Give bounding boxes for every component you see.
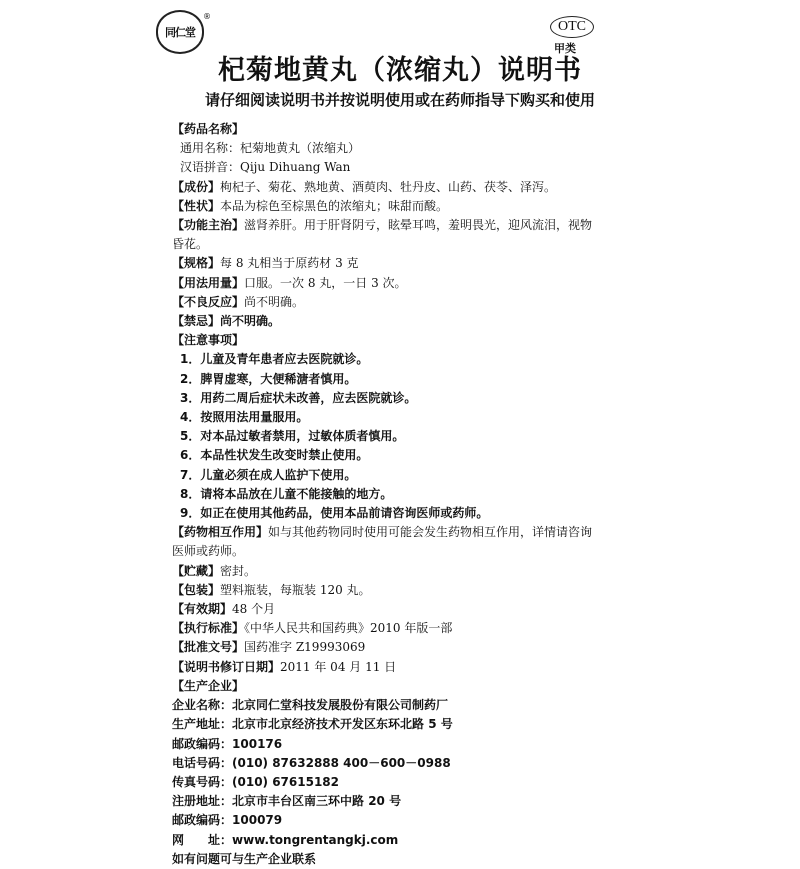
precaution-item: 6．本品性状发生改变时禁止使用。 [180, 448, 369, 463]
company-value: 北京同仁堂科技发展股份有限公司制药厂 [232, 698, 449, 713]
precaution-item: 9．如正在使用其他药品，使用本品前请咨询医师或药师。 [180, 506, 489, 521]
contra-value: 尚不明确。 [220, 314, 281, 329]
precaution-item: 4．按照用法用量服用。 [180, 410, 309, 425]
indication-value-line1: 滋肾养肝。用于肝肾阴亏，眩晕耳鸣，羞明畏光，迎风流泪，视物 [244, 218, 593, 233]
property-value: 本品为棕色至棕黑色的浓缩丸；味甜而酸。 [220, 198, 449, 213]
package-label: 【包装】 [172, 582, 221, 597]
spec-label: 【规格】 [172, 256, 221, 271]
interaction-row [172, 523, 622, 542]
validity-label: 【有效期】 [172, 602, 233, 617]
company-label: 企业名称： [172, 698, 233, 713]
approval-label: 【批准文号】 [172, 640, 245, 655]
adverse-label: 【不良反应】 [172, 294, 245, 309]
indication-row [172, 216, 622, 235]
approval-value: 国药准字 Z19993069 [244, 640, 366, 655]
precaution-item: 3．用药二周后症状未改善，应去医院就诊。 [180, 390, 417, 405]
indication-value-line2: 昏花。 [172, 237, 209, 252]
ingredients-label: 【成份】 [172, 179, 221, 194]
revision-row [172, 658, 622, 677]
postcode-label: 邮政编码： [172, 736, 233, 751]
precaution-item: 2．脾胃虚寒，大便稀溏者慎用。 [180, 371, 357, 386]
spec-value: 每 8 丸相当于原药材 3 克 [220, 256, 359, 271]
precaution-item: 5．对本品过敏者禁用，过敏体质者慎用。 [180, 429, 405, 444]
precaution-item: 1．儿童及青年患者应去医院就诊。 [180, 352, 369, 367]
otc-badge: OTC [550, 16, 594, 38]
registered-mark: ® [203, 12, 211, 21]
property-row [172, 197, 622, 216]
ingredients-value: 枸杞子、菊花、熟地黄、酒萸肉、牡丹皮、山药、茯苓、泽泻。 [220, 179, 557, 194]
manufacturer-header: 【生产企业】 [172, 678, 245, 693]
reg-address-row [172, 792, 622, 811]
fax-value: (010) 67615182 [232, 774, 340, 789]
precautions-header: 【注意事项】 [172, 333, 245, 348]
usage-label: 【用法用量】 [172, 275, 245, 290]
approval-row [172, 638, 622, 657]
precaution-item: 7．儿童必须在成人监护下使用。 [180, 467, 357, 482]
storage-row [172, 562, 622, 581]
reg-address-label: 注册地址： [172, 794, 233, 809]
postcode-row [172, 735, 622, 754]
standard-label: 【执行标准】 [172, 621, 245, 636]
drug-name-header: 【药品名称】 [172, 122, 245, 136]
revision-value: 2011 年 04 月 11 日 [280, 659, 397, 674]
indication-label: 【功能主治】 [172, 218, 245, 233]
document-subtitle: 请仔细阅读说明书并按说明使用或在药师指导下购买和使用 [204, 91, 595, 109]
common-name: 通用名称：杞菊地黄丸（浓缩丸） [180, 141, 361, 156]
reg-postcode-row [172, 811, 622, 830]
ingredients-row [172, 178, 622, 197]
company-row [172, 696, 622, 715]
phone-value: (010) 87632888 400－600－0988 [232, 755, 451, 770]
fax-row [172, 773, 622, 792]
revision-label: 【说明书修订日期】 [172, 659, 281, 674]
phone-label: 电话号码： [172, 755, 233, 770]
pinyin-name: 汉语拼音：Qiju Dihuang Wan [180, 160, 351, 175]
standard-row [172, 619, 622, 638]
postcode-value: 100176 [232, 736, 283, 751]
storage-label: 【贮藏】 [172, 563, 221, 578]
usage-row [172, 274, 622, 293]
website-label: 网 址： [172, 832, 233, 847]
contra-row [172, 312, 622, 331]
spec-row [172, 254, 622, 273]
storage-value: 密封。 [220, 563, 257, 578]
package-value: 塑料瓶装，每瓶装 120 丸。 [220, 582, 371, 597]
address-value: 北京市北京经济技术开发区东环北路 5 号 [232, 717, 453, 732]
address-row [172, 715, 622, 734]
document-title: 杞菊地黄丸（浓缩丸）说明书 [218, 55, 582, 86]
contact-note: 如有问题可与生产企业联系 [172, 851, 317, 866]
leaflet-content [172, 120, 622, 869]
phone-row [172, 754, 622, 773]
logo-text: 同仁堂 [165, 25, 195, 39]
standard-value: 《中华人民共和国药典》2010 年版一部 [244, 621, 453, 636]
website-value: www.tongrentangkj.com [232, 832, 399, 847]
otc-class-label: 甲类 [554, 42, 576, 55]
address-label: 生产地址： [172, 717, 233, 732]
interaction-value-line2: 医师或药师。 [172, 544, 245, 559]
fax-label: 传真号码： [172, 774, 233, 789]
validity-value: 48 个月 [232, 602, 276, 617]
precaution-item: 8．请将本品放在儿童不能接触的地方。 [180, 486, 393, 501]
reg-address-value: 北京市丰台区南三环中路 20 号 [232, 794, 402, 809]
property-label: 【性状】 [172, 198, 221, 213]
reg-postcode-label: 邮政编码： [172, 813, 233, 828]
reg-postcode-value: 100079 [232, 813, 283, 828]
interaction-value-line1: 如与其他药物同时使用可能会发生药物相互作用，详情请咨询 [268, 525, 593, 540]
validity-row [172, 600, 622, 619]
website-row [172, 831, 622, 850]
package-row [172, 581, 622, 600]
usage-value: 口服。一次 8 丸，一日 3 次。 [244, 275, 407, 290]
adverse-value: 尚不明确。 [244, 294, 305, 309]
adverse-row [172, 293, 622, 312]
interaction-label: 【药物相互作用】 [172, 525, 269, 540]
contra-label: 【禁忌】 [172, 314, 221, 329]
